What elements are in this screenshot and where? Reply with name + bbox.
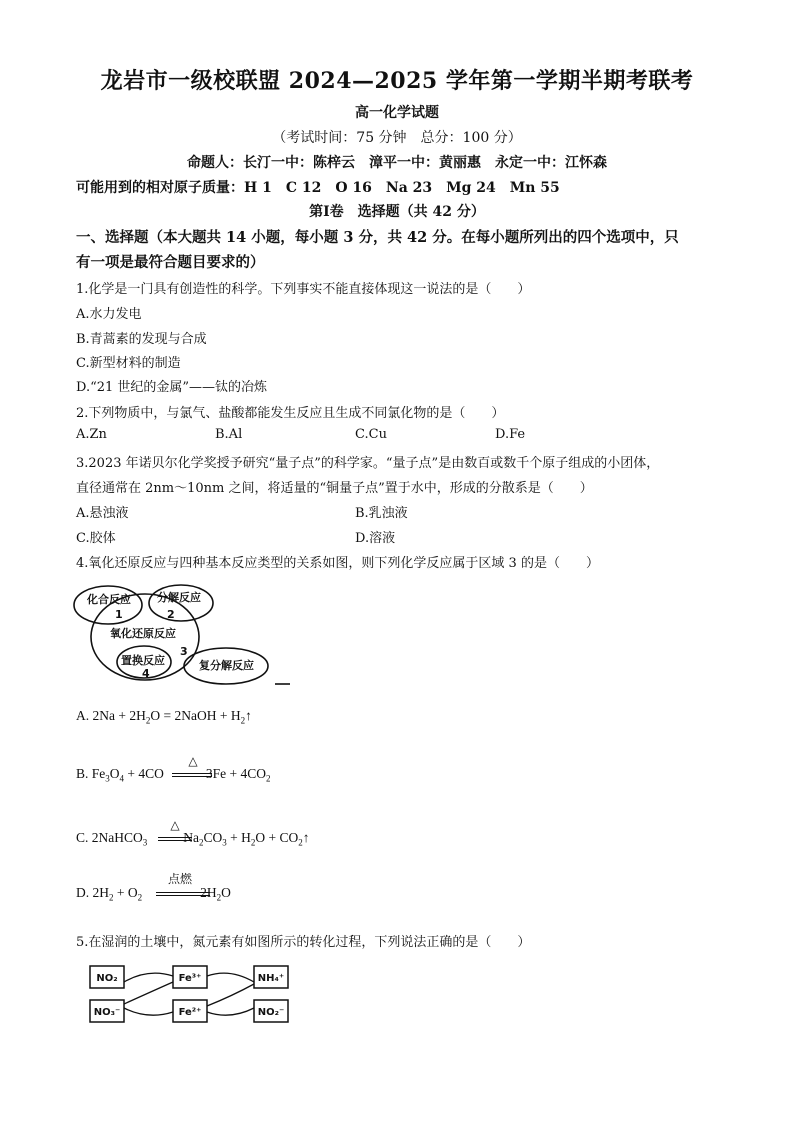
q2-option-c: C.Cu	[355, 427, 387, 442]
q5-stem: 5.在湿润的土壤中，氮元素有如图所示的转化过程，下列说法正确的是（ ）	[76, 935, 531, 950]
volume-heading: 第Ⅰ卷 选择题（共 42 分）	[309, 204, 485, 220]
right-cycle-arc-bottom	[207, 1008, 254, 1015]
q3-option-b: B.乳浊液	[355, 506, 408, 521]
left-cycle-arc-mid	[124, 982, 173, 1004]
q3-option-a: A.悬浊液	[76, 506, 129, 521]
displacement-label: 置换反应	[121, 654, 165, 667]
no2-label: NO₂	[96, 973, 118, 984]
q1-stem: 1.化学是一门具有创造性的科学。下列事实不能直接体现这一说法的是（ ）	[76, 282, 531, 297]
region-1-label: 1	[115, 608, 123, 621]
q2-option-a: A.Zn	[76, 427, 107, 442]
double-decomposition-label: 复分解反应	[199, 659, 254, 672]
q4-option-d: D. $2H_2 + O_2$ $2H_2O$	[76, 885, 231, 903]
nitrogen-cycle-diagram	[88, 962, 298, 1026]
no3-label: NO₃⁻	[93, 1007, 121, 1018]
exam-subject: 高一化学试题	[355, 105, 439, 121]
fe3-label: Fe³⁺	[178, 973, 202, 984]
right-cycle-arc-top	[207, 973, 254, 982]
q1-option-c: C.新型材料的制造	[76, 356, 181, 371]
q1-option-d: D.“21 世纪的金属”——钛的冶炼	[76, 380, 268, 395]
section-heading-line2: 有一项是最符合题目要求的）	[76, 254, 265, 271]
q4-b-condition: △	[188, 754, 198, 768]
q2-stem: 2.下列物质中，与氯气、盐酸都能发生反应且生成不同氯化物的是（ ）	[76, 406, 505, 421]
q3-stem-line2: 直径通常在 2nm～10nm 之间，将适量的“铜量子点”置于水中，形成的分散系是（ ）	[76, 481, 593, 496]
q1-option-a: A.水力发电	[76, 307, 142, 322]
left-cycle-arc-top	[124, 973, 173, 982]
q3-stem-line1: 3.2023 年诺贝尔化学奖授予研究“量子点”的科学家。“量子点”是由数百或数千个原子组成的小团体，	[76, 456, 660, 471]
exam-title: 龙岩市一级校联盟 2024—2025 学年第一学期半期考联考	[100, 68, 694, 94]
q3-option-c: C.胶体	[76, 531, 116, 546]
region-2-label: 2	[167, 608, 175, 621]
section-heading-line1: 一、选择题（本大题共 14 小题，每小题 3 分，共 42 分。在每小题所列出的四个选项中，只	[76, 229, 679, 246]
atomic-masses: 可能用到的相对原子质量：H 1 C 12 O 16 Na 23 Mg 24 Mn 55	[76, 180, 560, 196]
q4-option-a: A. $2Na + 2H_2O$ = 2NaOH + $H_2↑$	[76, 708, 252, 726]
q2-option-b: B.Al	[215, 427, 243, 442]
reaction-types-diagram	[70, 582, 300, 692]
q1-option-b: B.青蒿素的发现与合成	[76, 332, 207, 347]
nh4-label: NH₄⁺	[257, 973, 285, 984]
no2minus-label: NO₂⁻	[257, 1007, 285, 1018]
exam-info: （考试时间：75 分钟 总分：100 分）	[272, 130, 522, 146]
region-3-label: 3	[180, 645, 188, 658]
q2-option-d: D.Fe	[495, 427, 526, 442]
q4-d-condition: 点燃	[167, 872, 192, 886]
combination-label: 化合反应	[87, 593, 131, 606]
q4-option-c: C. 2NaHCO$_3$ $Na_2CO_3 + H_2O$ + $CO_2↑$	[76, 830, 310, 848]
q4-option-b-label: B.	[76, 766, 89, 781]
q4-c-condition: △	[170, 818, 180, 832]
decomposition-label: 分解反应	[157, 591, 201, 604]
left-cycle-arc-bottom	[124, 1008, 173, 1015]
right-cycle-arc-mid	[207, 984, 254, 1006]
redox-label: 氧化还原反应	[110, 627, 176, 640]
q4-option-d-label: D.	[76, 885, 90, 900]
exam-authors: 命题人：长汀一中：陈梓云 漳平一中：黄丽惠 永定一中：江怀森	[187, 155, 607, 171]
q4-option-c-label: C.	[76, 830, 89, 845]
fe2-label: Fe²⁺	[178, 1007, 202, 1018]
q4-option-b: B. $Fe_3O_4 + 4CO$ $3Fe + 4CO_2$	[76, 766, 271, 784]
region-4-label: 4	[142, 667, 150, 680]
q4-stem: 4.氧化还原反应与四种基本反应类型的关系如图，则下列化学反应属于区域 3 的是（ ）	[76, 556, 599, 571]
q4-option-a-label: A.	[76, 708, 90, 723]
q3-option-d: D.溶液	[355, 531, 396, 546]
